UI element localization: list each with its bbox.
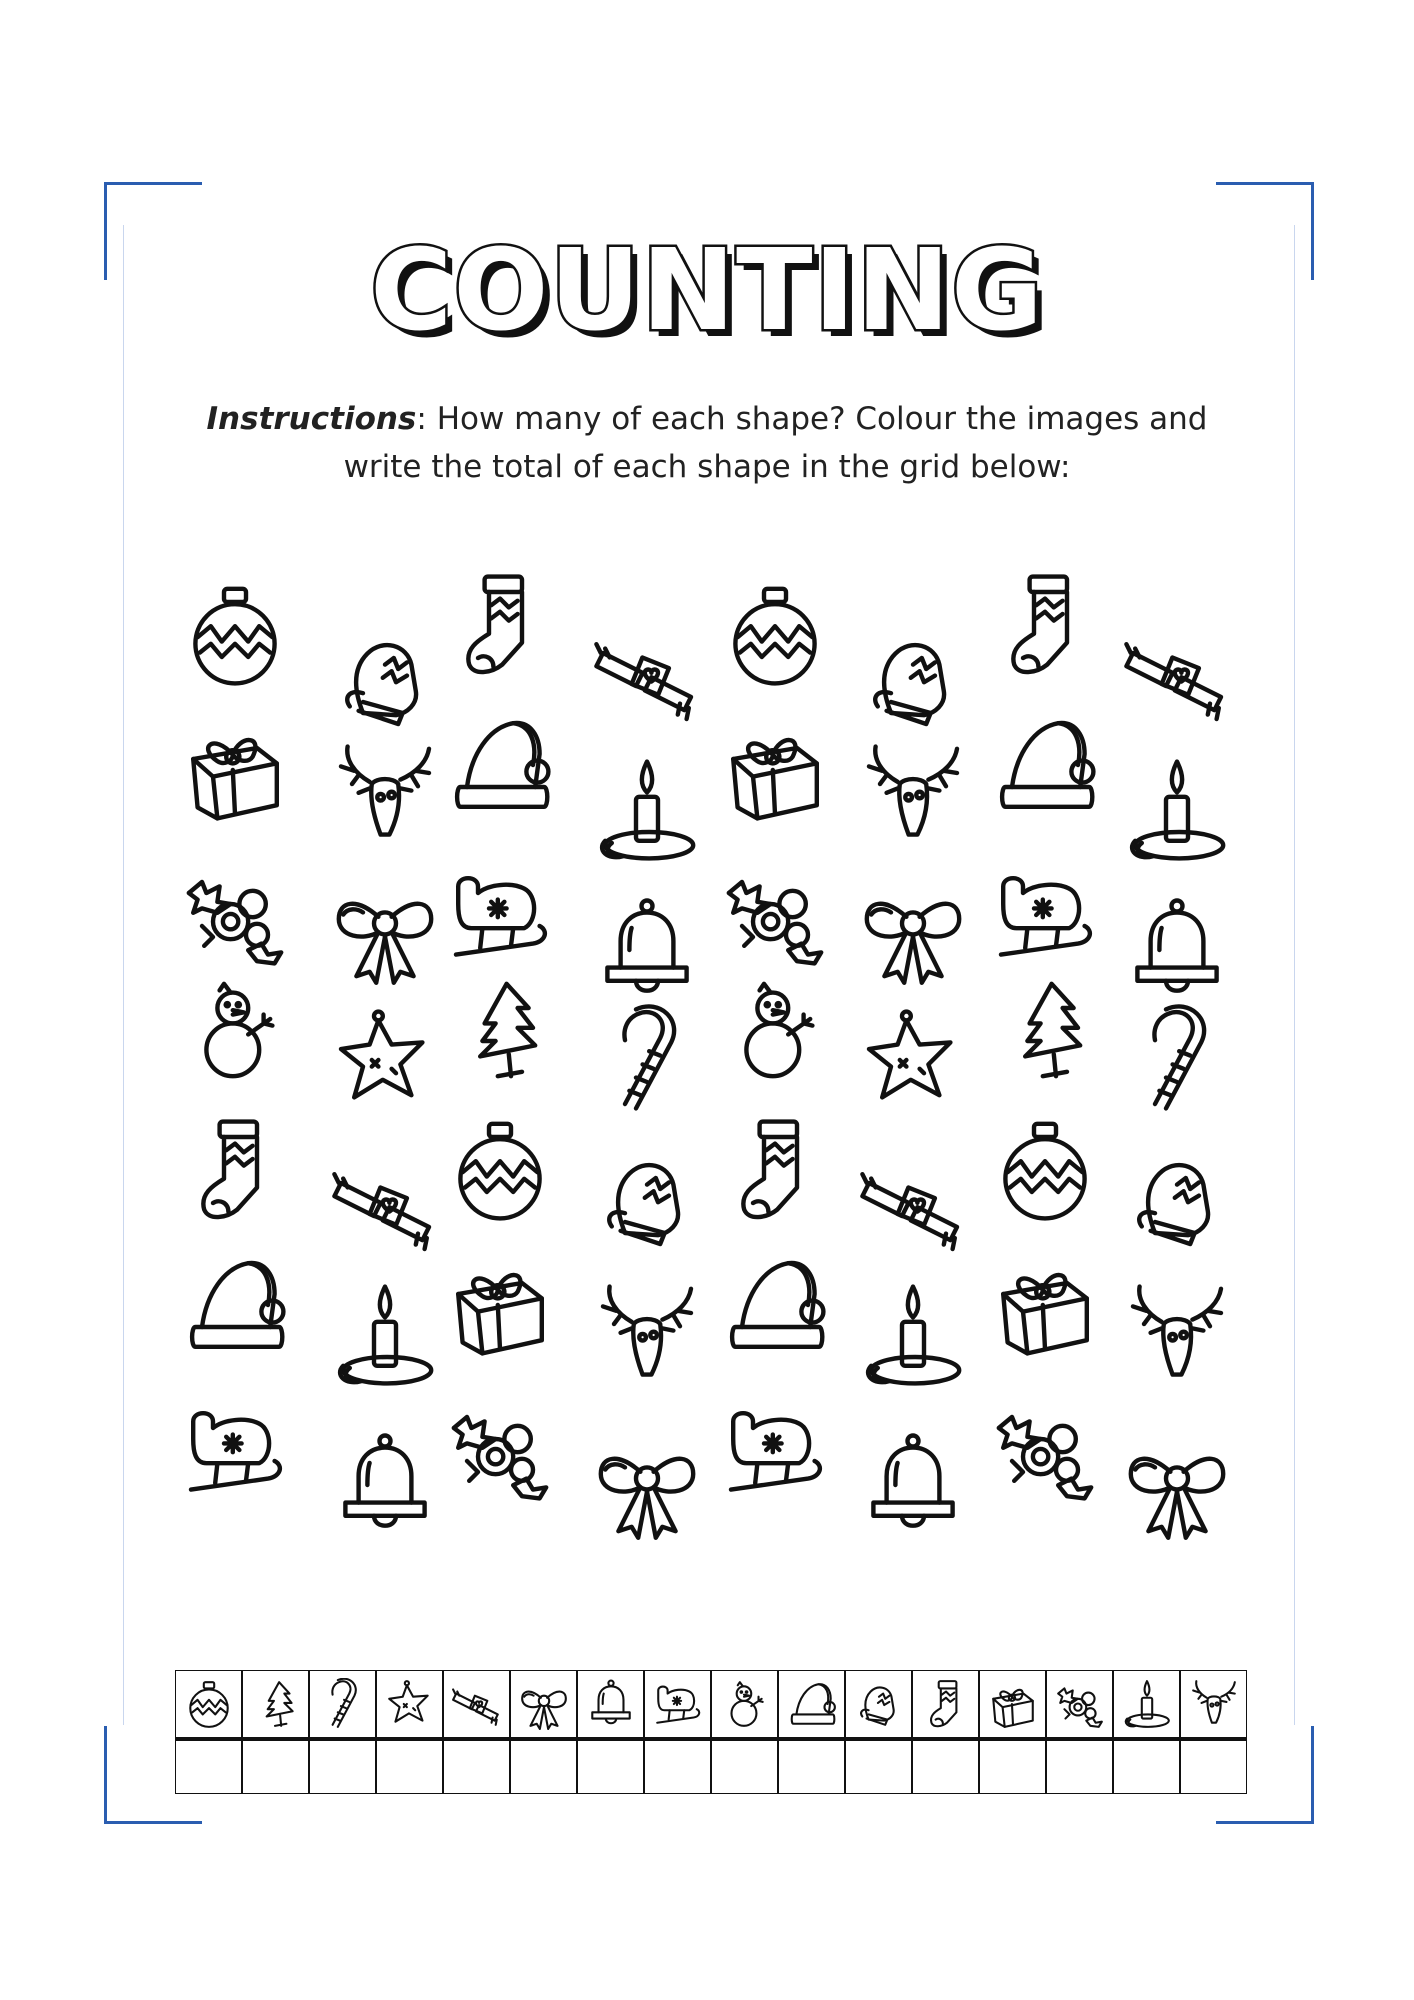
santa-hat-icon[interactable] [720,1250,830,1360]
tally-header-cell [1113,1670,1180,1738]
tally-answer-cell[interactable] [845,1738,912,1794]
tally-answer-cell[interactable] [711,1738,778,1794]
ornament-icon[interactable] [445,1115,555,1225]
tally-answer-cell[interactable] [979,1738,1046,1794]
candy-cane-icon [317,1678,369,1730]
candle-icon[interactable] [592,755,702,865]
frame-top-right-h [1216,182,1314,185]
tally-answer-cell[interactable] [644,1738,711,1794]
mitten-icon[interactable] [592,1145,702,1255]
stocking-icon[interactable] [180,1115,290,1225]
mitten-icon [853,1678,905,1730]
stocking-icon[interactable] [445,570,555,680]
holly-icon [1054,1678,1106,1730]
candle-icon [1121,1678,1173,1730]
reindeer-icon[interactable] [592,1280,702,1390]
tally-header-cell [979,1670,1046,1738]
ornament-icon[interactable] [720,580,830,690]
reindeer-icon[interactable] [1122,1280,1232,1390]
santa-hat-icon [786,1678,838,1730]
tally-answer-cell[interactable] [309,1738,376,1794]
santa-hat-icon[interactable] [445,710,555,820]
sleigh-icon[interactable] [445,860,555,970]
mitten-icon[interactable] [1122,1145,1232,1255]
snowman-icon [719,1678,771,1730]
bow-icon[interactable] [1122,1430,1232,1540]
frame-bottom-left-v [104,1726,107,1824]
gift-icon[interactable] [990,1250,1100,1360]
star-icon [384,1678,436,1730]
tally-answer-cell[interactable] [175,1738,242,1794]
bell-icon[interactable] [858,1430,968,1540]
bell-icon[interactable] [1122,895,1232,1005]
candle-icon[interactable] [858,1280,968,1390]
bow-icon [518,1678,570,1730]
holly-icon[interactable] [990,1395,1100,1505]
frame-bottom-left-h [104,1821,202,1824]
reindeer-icon [1188,1678,1240,1730]
tally-header-cell [443,1670,510,1738]
santa-hat-icon[interactable] [990,710,1100,820]
star-icon[interactable] [330,1005,440,1115]
gift-icon[interactable] [720,715,830,825]
sleigh-icon[interactable] [990,860,1100,970]
mitten-icon[interactable] [858,625,968,735]
tally-answer-cell[interactable] [242,1738,309,1794]
bell-icon[interactable] [330,1430,440,1540]
tally-header-cell [376,1670,443,1738]
tally-header-cell [510,1670,577,1738]
tree-icon [250,1678,302,1730]
scarf-icon [451,1678,503,1730]
gift-icon [987,1678,1039,1730]
tally-header-cell [577,1670,644,1738]
instructions-line2: write the total of each shape in the grid below: [343,449,1071,485]
candy-cane-icon[interactable] [592,1005,702,1115]
bow-icon[interactable] [858,875,968,985]
tally-answer-cell[interactable] [577,1738,644,1794]
tally-icons-row [175,1670,1247,1738]
reindeer-icon[interactable] [330,740,440,850]
frame-bottom-right-v [1311,1726,1314,1824]
ornament-icon[interactable] [990,1115,1100,1225]
stocking-icon[interactable] [720,1115,830,1225]
ornament-icon[interactable] [180,580,290,690]
tally-grid [175,1670,1247,1794]
bell-icon[interactable] [592,895,702,1005]
candle-icon[interactable] [330,1280,440,1390]
gift-icon[interactable] [180,715,290,825]
tally-answer-cell[interactable] [1113,1738,1180,1794]
tally-header-cell [1046,1670,1113,1738]
tally-header-cell [309,1670,376,1738]
holly-icon[interactable] [720,860,830,970]
scarf-icon[interactable] [330,1150,440,1260]
tree-icon[interactable] [990,975,1100,1085]
star-icon[interactable] [858,1005,968,1115]
tally-header-cell [175,1670,242,1738]
tally-header-cell [845,1670,912,1738]
tally-answer-cell[interactable] [912,1738,979,1794]
stocking-icon [920,1678,972,1730]
tally-answer-cell[interactable] [376,1738,443,1794]
frame-bottom-right-h [1216,1821,1314,1824]
holly-icon[interactable] [445,1395,555,1505]
tally-answer-cell[interactable] [1046,1738,1113,1794]
instructions-label: Instructions [206,401,417,437]
tally-answer-cell[interactable] [510,1738,577,1794]
scarf-icon[interactable] [858,1150,968,1260]
tally-answer-cell[interactable] [1180,1738,1247,1794]
page-title: COUNTING [370,226,1044,356]
holly-icon[interactable] [180,860,290,970]
bow-icon[interactable] [330,875,440,985]
bow-icon[interactable] [592,1430,702,1540]
sleigh-icon [652,1678,704,1730]
tally-answer-row [175,1738,1247,1794]
tally-header-cell [912,1670,979,1738]
tally-answer-cell[interactable] [443,1738,510,1794]
tally-header-cell [644,1670,711,1738]
santa-hat-icon[interactable] [180,1250,290,1360]
tally-header-cell [778,1670,845,1738]
tally-header-cell [1180,1670,1247,1738]
candy-cane-icon[interactable] [1122,1005,1232,1115]
tally-divider [175,1739,1246,1741]
tally-header-cell [242,1670,309,1738]
scarf-icon[interactable] [592,620,702,730]
tally-answer-cell[interactable] [778,1738,845,1794]
scarf-icon[interactable] [1122,620,1232,730]
candle-icon[interactable] [1122,755,1232,865]
snowman-icon[interactable] [180,975,290,1085]
instructions-line1: : How many of each shape? Colour the images and [416,401,1208,437]
tally-header-cell [711,1670,778,1738]
sleigh-icon[interactable] [180,1395,290,1505]
mitten-icon[interactable] [330,625,440,735]
tree-icon[interactable] [445,975,555,1085]
bell-icon [585,1678,637,1730]
sleigh-icon[interactable] [720,1395,830,1505]
snowman-icon[interactable] [720,975,830,1085]
frame-top-left-h [104,182,202,185]
instructions [0,395,1414,491]
ornament-icon [183,1678,235,1730]
gift-icon[interactable] [445,1250,555,1360]
reindeer-icon[interactable] [858,740,968,850]
stocking-icon[interactable] [990,570,1100,680]
